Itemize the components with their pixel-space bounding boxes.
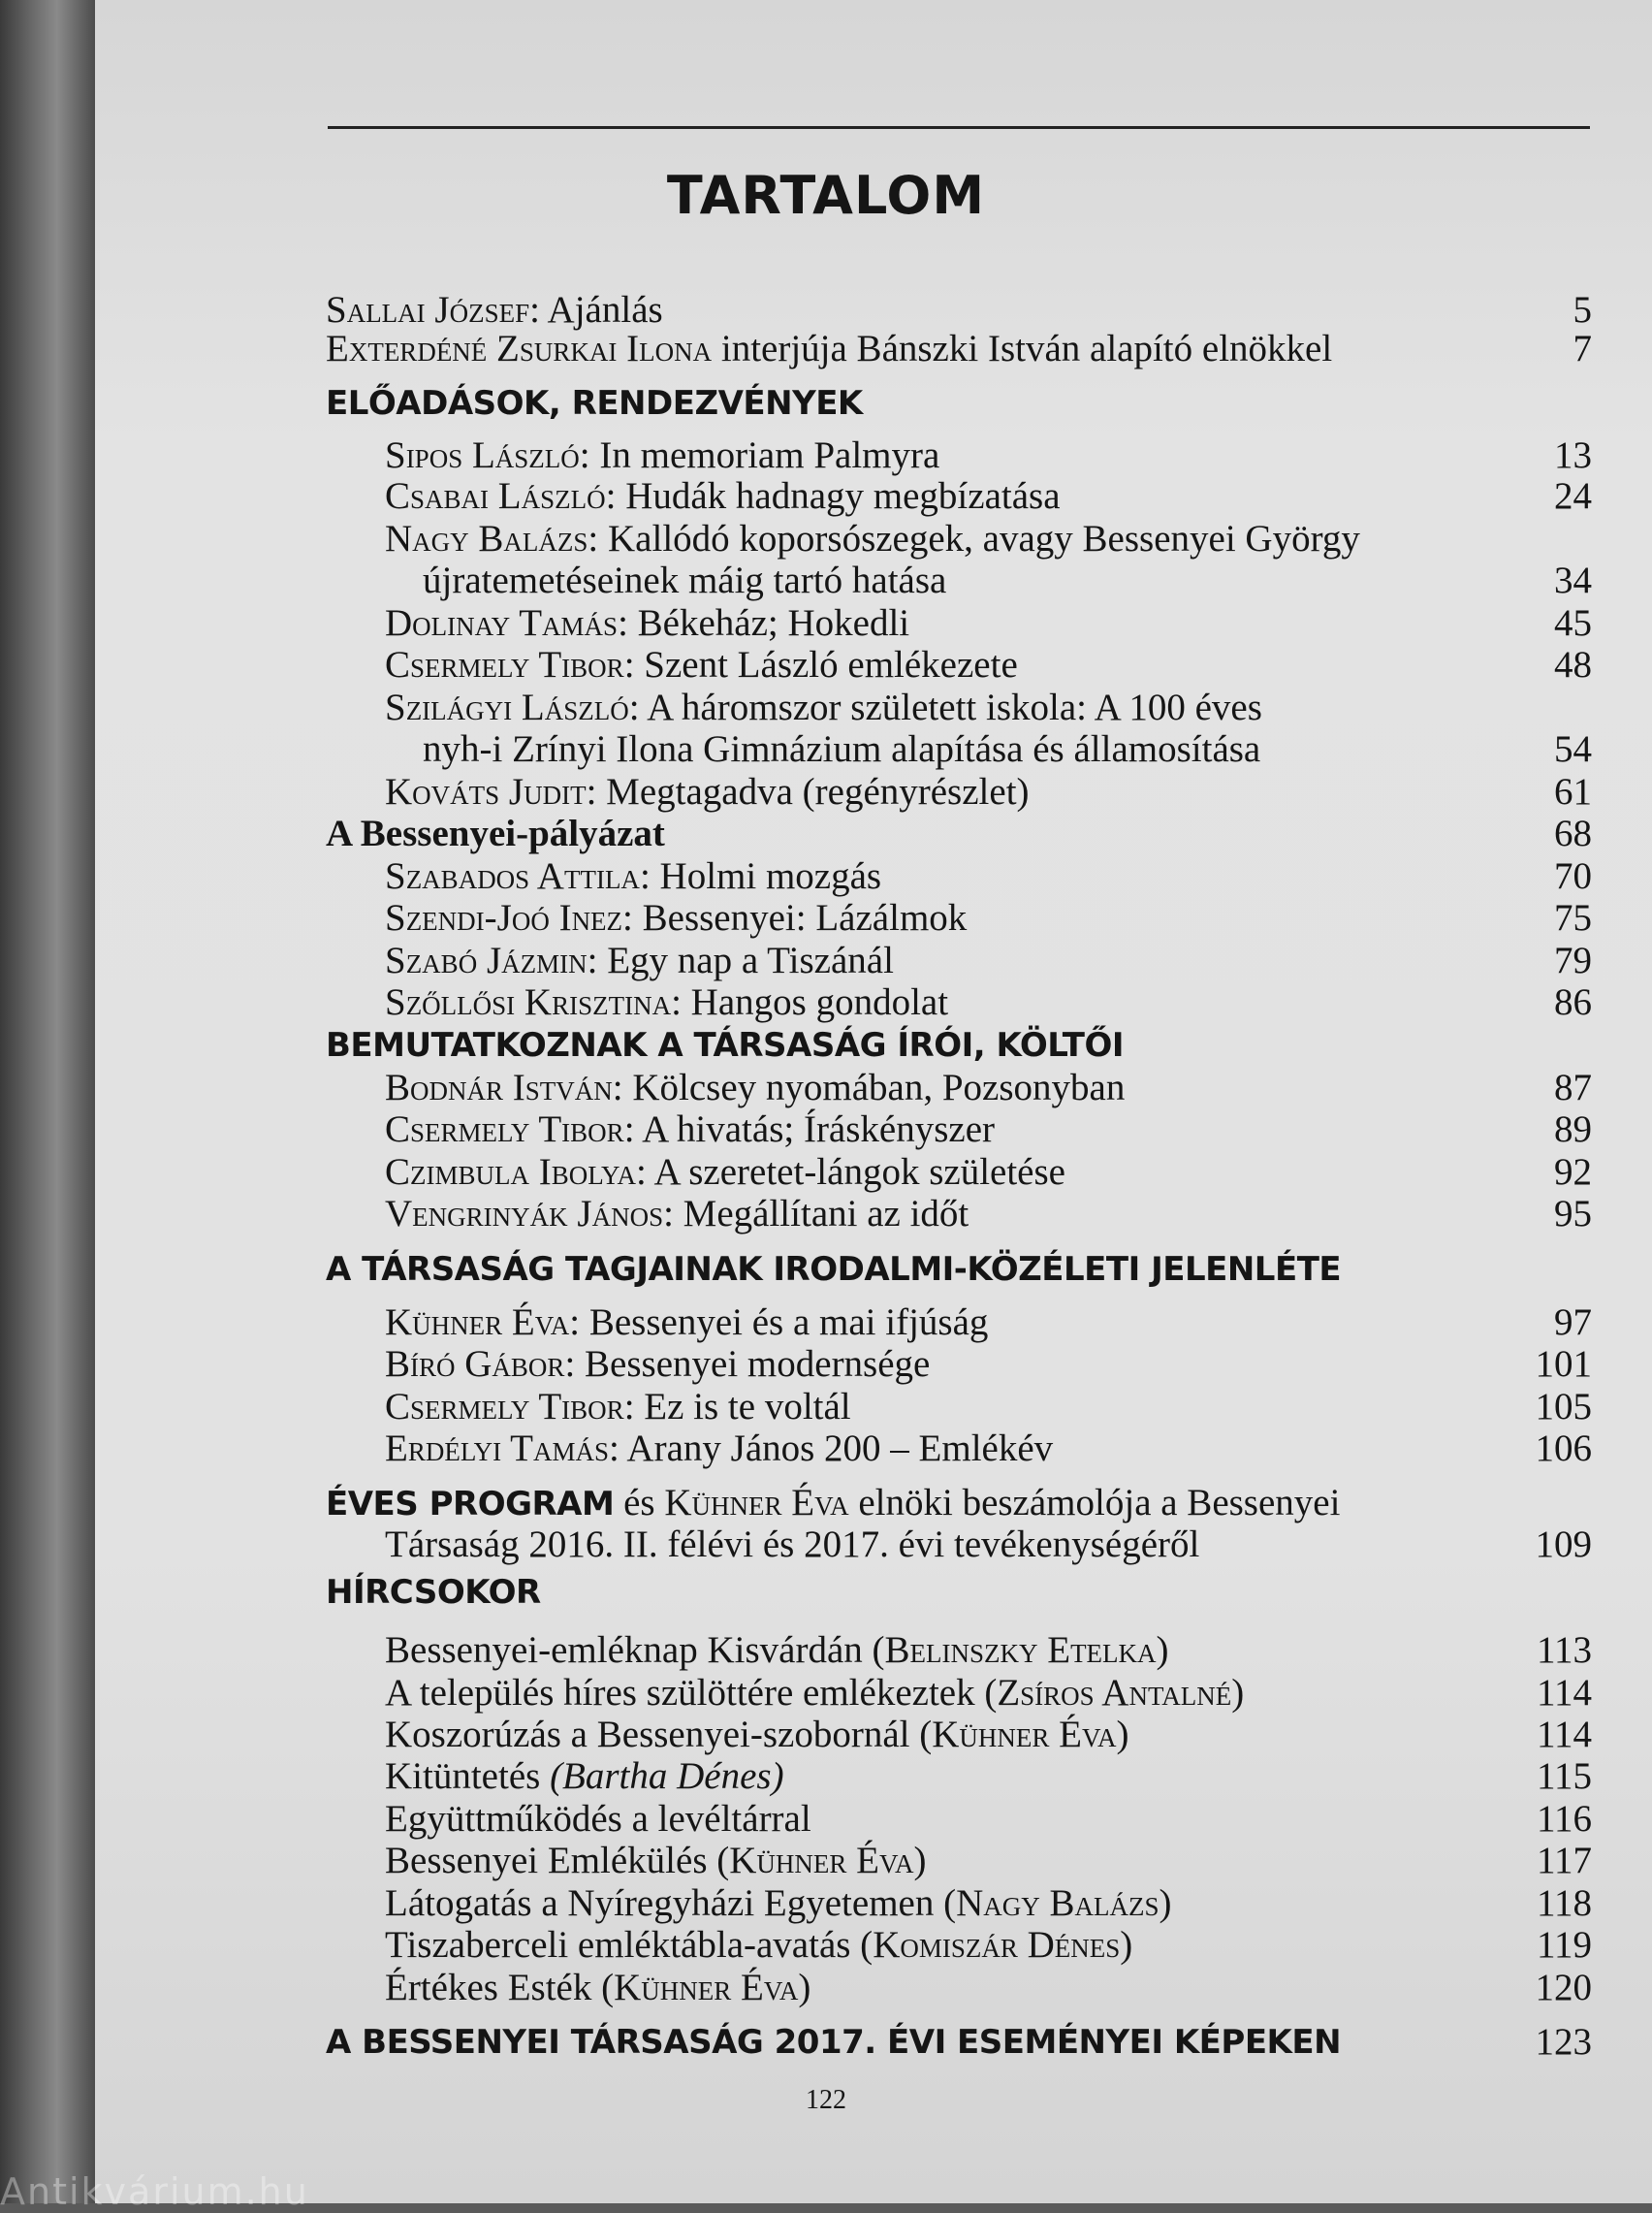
toc-title-continued: Társaság 2016. II. félévi és 2017. évi tevékenységéről [385,1523,1200,1565]
toc-title-continued: újratemetéseinek máig tartó hatása [423,560,947,601]
toc-title: : Holmi mozgás [639,855,882,897]
toc-author: Szabados Attila [385,855,640,897]
toc-title: : Bessenyei: Lázálmok [622,897,968,939]
toc-page-number: 118 [1536,1882,1592,1924]
toc-title: : A háromszor született iskola: A 100 éves [628,687,1262,728]
toc-page-number: 120 [1535,1967,1592,2008]
watermark: Antikvárium.hu [0,2170,309,2213]
toc-author: Csabai László [385,475,606,517]
toc-page-number: 95 [1554,1193,1592,1235]
section-title: ÉVES PROGRAM [326,1485,615,1523]
toc-page-number: 79 [1554,940,1592,981]
toc-author: Kováts Judit [385,771,587,813]
toc-author: Kühner Éva [614,1967,799,2008]
toc-page-number: 45 [1554,602,1592,644]
toc-close-paren: ) [1159,1882,1172,1924]
toc-page-number: 117 [1536,1840,1592,1881]
toc-title: elnöki beszámolója a Bessenyei [848,1482,1341,1523]
toc-page-number: 5 [1573,289,1592,331]
toc-page-number: 54 [1554,728,1592,770]
toc-author: Csermely Tibor [385,644,624,686]
toc-entry [0,1714,1652,1756]
page-title: TARTALOM [666,165,986,226]
section-title: BEMUTATKOZNAK A TÁRSASÁG ÍRÓI, KÖLTŐI [326,1026,1125,1065]
toc-section-heading [0,1024,1652,1067]
toc-entry [0,1755,1652,1798]
toc-title: : A hivatás; Íráskényszer [623,1108,996,1150]
toc-author: Csermely Tibor [385,1386,624,1427]
toc-entry [0,1386,1652,1428]
toc-page-number: 113 [1536,1629,1592,1671]
toc-title: interjúja Bánszki István alapító elnökkel [712,328,1333,369]
toc-page-number: 24 [1554,475,1592,517]
toc-author: Csermely Tibor [385,1108,624,1150]
toc-title: : Kölcsey nyomában, Pozsonyban [612,1067,1126,1108]
toc-page-number: 13 [1554,434,1592,476]
toc-close-paren: ) [798,1967,811,2008]
toc-entry [0,518,1652,561]
toc-entry-continuation [0,560,1652,602]
toc-title: : Bessenyei modernsége [564,1343,931,1385]
toc-author: Komiszár Dénes [873,1924,1121,1966]
toc-title: : In memoriam Palmyra [579,434,940,476]
toc-section-heading [0,1482,1652,1524]
toc-entry [0,1067,1652,1109]
toc-page-number: 116 [1536,1798,1592,1840]
toc-entry [0,1301,1652,1344]
toc-section-heading [0,1248,1652,1291]
toc-author: Szendi-Joó Inez [385,897,623,939]
toc-author-italic: (Bartha Dénes) [550,1755,784,1797]
toc-author: Szilágyi László [385,687,629,728]
toc-title: : Hangos gondolat [671,981,949,1023]
toc-author: Exterdéné Zsurkai Ilona [326,328,713,369]
toc-author: Nagy Balázs [385,518,588,560]
toc-section-heading [0,813,1652,855]
toc-title: : Bessenyei és a mai ifjúság [569,1301,989,1343]
toc-entry [0,855,1652,898]
section-title: A TÁRSASÁG TAGJAINAK IRODALMI-KÖZÉLETI JELENLÉTE [326,1250,1342,1289]
toc-page-number: 97 [1554,1301,1592,1343]
toc-connector: és [614,1482,665,1523]
toc-author: Sipos László [385,434,580,476]
toc-author: Erdélyi Tamás [385,1427,609,1469]
toc-author: Szőllősi Krisztina [385,981,672,1023]
toc-section-heading [0,2021,1652,2064]
toc-page-number: 114 [1536,1714,1592,1755]
section-title: A BESSENYEI TÁRSASÁG 2017. ÉVI ESEMÉNYEI KÉPEKEN [326,2023,1342,2062]
toc-entry [0,771,1652,814]
toc-page-number: 92 [1554,1151,1592,1193]
toc-title: A település híres szülöttére emlékeztek ( [385,1672,998,1714]
toc-entry [0,644,1652,687]
section-title: HÍRCSOKOR [326,1573,541,1612]
toc-entry-continuation [0,1523,1652,1566]
toc-author: Kühner Éva [729,1840,914,1881]
toc-title: Értékes Esték ( [385,1967,615,2008]
toc-author: Kühner Éva [664,1482,849,1523]
toc-entry [0,475,1652,518]
toc-title: Kitüntetés [385,1755,551,1797]
toc-entry [0,1672,1652,1715]
toc-author: Dolinay Tamás [385,602,619,644]
toc-page-number: 86 [1554,981,1592,1023]
toc-close-paren: ) [913,1840,927,1881]
toc-page-number: 123 [1535,2021,1592,2063]
section-title: ELŐADÁSOK, RENDEZVÉNYEK [326,384,863,423]
toc-entry [0,1840,1652,1882]
toc-section-heading [0,382,1652,425]
toc-entry [0,1193,1652,1235]
toc-title: : A szeretet-lángok születése [636,1151,1065,1193]
toc-title: Tiszaberceli emléktábla-avatás ( [385,1924,874,1966]
toc-author: Kühner Éva [932,1714,1117,1755]
toc-entry [0,1151,1652,1194]
toc-close-paren: ) [1116,1714,1129,1755]
toc-page-number: 7 [1573,328,1592,369]
toc-title: : Ez is te voltál [623,1386,851,1427]
toc-entry [0,1629,1652,1672]
toc-title: Együttműködés a levéltárral [385,1798,811,1840]
toc-page-number: 75 [1554,897,1592,939]
toc-entry [0,434,1652,477]
toc-page-number: 119 [1536,1924,1592,1966]
toc-title-continued: nyh-i Zrínyi Ilona Gimnázium alapítása és államosítása [423,728,1261,770]
toc-author: Belinszky Etelka [884,1629,1157,1671]
toc-title: : Ajánlás [529,289,663,331]
toc-page-number: 114 [1536,1672,1592,1714]
toc-entry [0,1882,1652,1925]
toc-title: : Kallódó koporsószegek, avagy Bessenyei György [588,518,1360,560]
toc-entry [0,328,1652,370]
toc-title: : Arany János 200 – Emlékév [609,1427,1054,1469]
toc-title: : Megállítani az időt [663,1193,969,1235]
toc-entry [0,897,1652,940]
toc-page-number: 101 [1535,1343,1592,1385]
toc-entry [0,1343,1652,1386]
toc-entry [0,289,1652,332]
toc-entry [0,1924,1652,1967]
toc-entry [0,1108,1652,1151]
toc-page-number: 109 [1535,1523,1592,1565]
toc-author: Nagy Balázs [956,1882,1160,1924]
toc-entry-continuation [0,728,1652,771]
toc-page-number: 61 [1554,771,1592,813]
toc-title: Bessenyei-emléknap Kisvárdán ( [385,1629,885,1671]
toc-author: Vengrinyák János [385,1193,664,1235]
toc-close-paren: ) [1231,1672,1245,1714]
toc-entry [0,1967,1652,2009]
toc-page-number: 115 [1536,1755,1592,1797]
toc-page-number: 105 [1535,1386,1592,1427]
toc-entry [0,940,1652,982]
toc-section-heading [0,1571,1652,1614]
toc-author: Bodnár István [385,1067,613,1108]
toc-title: : Szent László emlékezete [623,644,1018,686]
toc-page-number: 106 [1535,1427,1592,1469]
toc-title: Bessenyei Emlékülés ( [385,1840,730,1881]
toc-page-number: 70 [1554,855,1592,897]
toc-page-number: 87 [1554,1067,1592,1108]
toc-title: : Békeház; Hokedli [618,602,910,644]
toc-title: : Megtagadva (regényrészlet) [586,771,1030,813]
toc-title: : Hudák hadnagy megbízatása [605,475,1061,517]
toc-entry [0,1427,1652,1470]
toc-close-paren: ) [1156,1629,1169,1671]
toc-title: Koszorúzás a Bessenyei-szobornál ( [385,1714,933,1755]
toc-page-number: 89 [1554,1108,1592,1150]
toc-close-paren: ) [1120,1924,1133,1966]
toc-page-number: 48 [1554,644,1592,686]
toc-title: : Egy nap a Tiszánál [587,940,894,981]
toc-author: Sallai József [326,289,530,331]
toc-author: Bíró Gábor [385,1343,565,1385]
toc-entry [0,602,1652,645]
section-title: A Bessenyei-pályázat [326,813,665,854]
toc-title: Látogatás a Nyíregyházi Egyetemen ( [385,1882,957,1924]
toc-author: Szabó Jázmin [385,940,588,981]
toc-author: Kühner Éva [385,1301,570,1343]
toc-entry [0,1798,1652,1841]
page-folio-number: 122 [806,2085,846,2115]
toc-page-number: 68 [1554,813,1592,854]
toc-entry [0,981,1652,1024]
toc-author: Zsíros Antalné [997,1672,1232,1714]
toc-page-number: 34 [1554,560,1592,601]
toc-entry [0,687,1652,729]
toc-author: Czimbula Ibolya [385,1151,637,1193]
